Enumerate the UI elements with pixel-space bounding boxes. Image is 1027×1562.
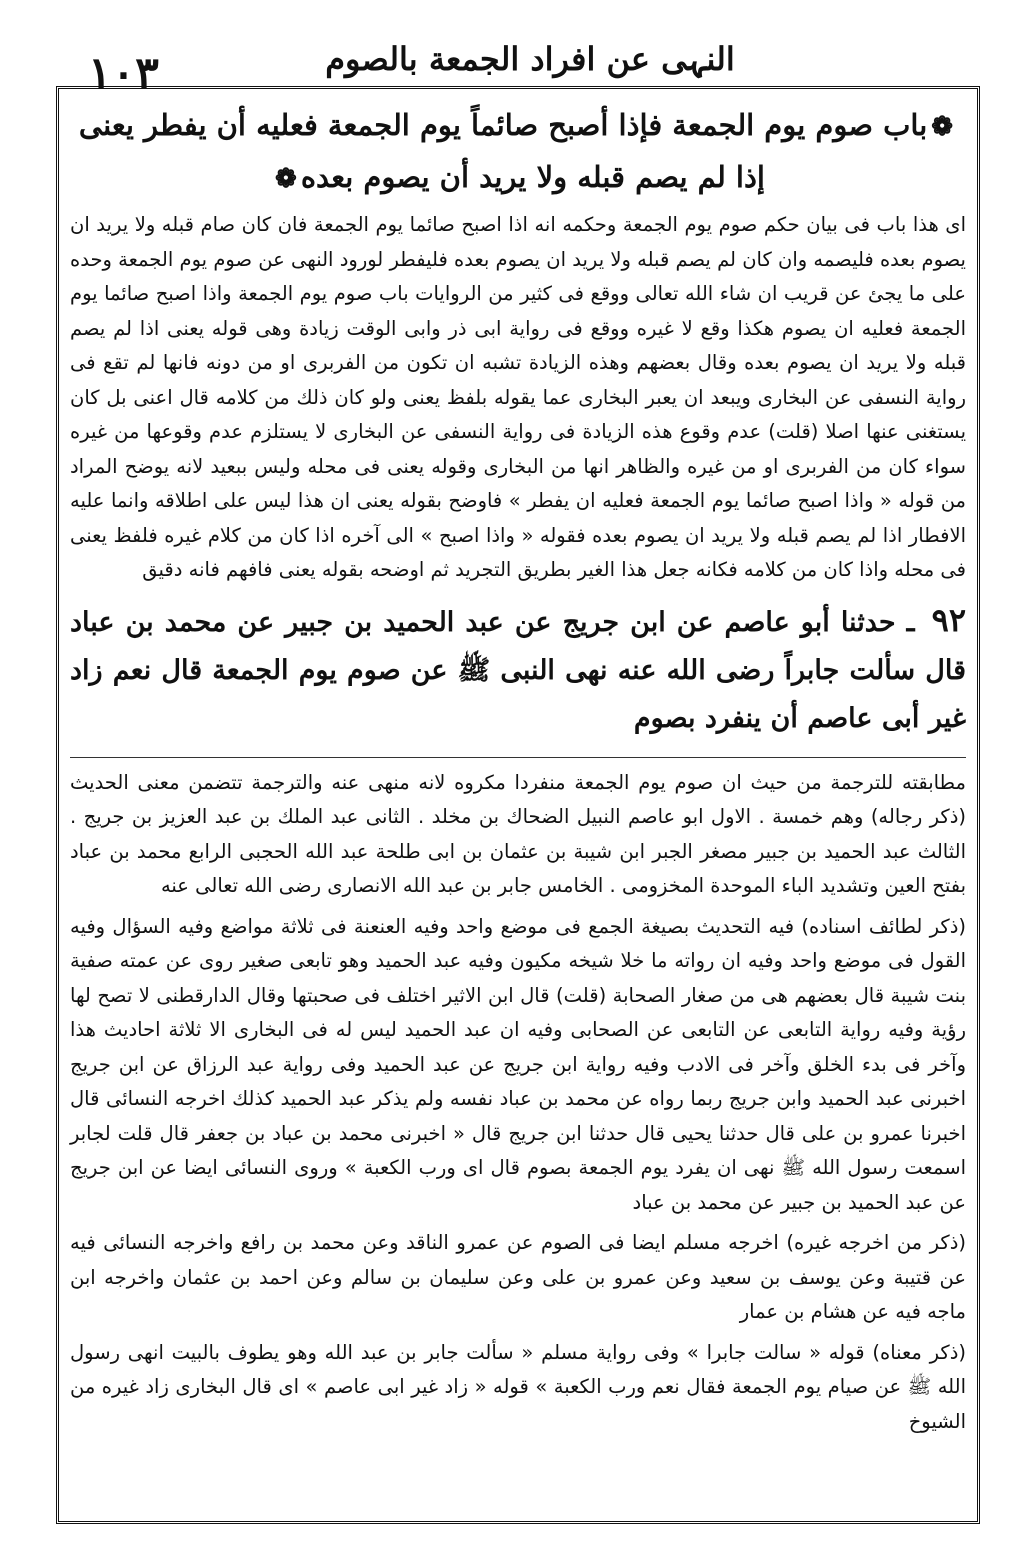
hadith-number: ٩٢: [931, 600, 967, 639]
takhrij-paragraph: (ذكر من اخرجه غيره) اخرجه مسلم ايضا فى الصوم عن عمرو الناقد وعن محمد بن رافع واخرجه النسائى فيه عن قتيبة وعن يوسف بن سعيد وعن عمرو بن على وعن سليمان بن سالم وعن احمد بن عثمان واخرجه ابن ماجه فيه عن هشام بن عمار: [70, 1231, 966, 1323]
running-title: النہی عن افراد الجمعة بالصوم: [325, 40, 735, 78]
hadith-block: [70, 596, 966, 743]
commentary-paragraph: اى هذا باب فى بيان حكم صوم يوم الجمعة وحكمه انه اذا اصبح صائما يوم الجمعة فان كان صام قبله ولا يريد ان يصوم بعده فليصمه وان كان لم يصم قبله ولا يريد ان يصوم بعده فليفطر لورود النهى عن صوم يوم الجمعة وحده على ما يجئ عن قريب ان شاء الله تعالى ووقع فى كثير من الروايات باب صوم يوم الجمعة واذا اصبح صائما يوم الجمعة فعليه ان يصوم هكذا وقع لا غيره ووقع فى رواية ابى ذر وابى الوقت زيادة وهى قوله يعنى اذا لم يصم قبله ولا يريد ان يصوم بعده وقال بعضهم وهذه الزيادة تشبه ان تكون من الفربرى او من دونه فانها لم تقع فى رواية النسفى عن البخارى ويبعد ان يعبر البخارى عما يقوله بلفظ يعنى ولو كان ذلك من كلامه قال اعنى بل كان يستغنى عنها اصلا (قلت) عدم وقوع هذه الزيادة فى رواية النسفى عن البخارى لا يستلزم عدم وقوعها من غيره سواء كان من الفربرى او من غيره والظاهر انها من البخارى وقوله يعنى فى محله وليس ببعيد لانه يوضح المراد من قوله « واذا اصبح صائما يوم الجمعة فعليه ان يفطر » فاوضح بقوله يعنى ان هذا ليس على اطلاقه وانما عليه الافطار اذا لم يصم قبله ولا يريد ان يصوم بعده فقوله « واذا اصبح » الى آخره اذا كان من كلام غيره فلفظ يعنى فى محله واذا كان من كلامه فكانه جعل هذا الغير بطريق التجريد ثم اوضحه بقوله يعنى فافهم فانه دقيق: [70, 213, 966, 581]
page-number: ١٠٣: [88, 48, 159, 99]
mutabaqa-paragraph: مطابقته للترجمة من حيث ان صوم يوم الجمعة منفردا مكروه لانه منهى عنه والترجمة تتضمن معنى الحديث (ذكر رجاله) وهم خمسة . الاول ابو عاصم النبيل الضحاك بن مخلد . الثانى عبد الملك بن عبد العزيز بن جريج . الثالث عبد الحميد بن جبير مصغر الجبر ابن شيبة بن عثمان بن ابى طلحة عبد الله الحجبى الرابع محمد بن عباد بفتح العين وتشديد الباء الموحدة المخزومى . الخامس جابر بن عبد الله الانصارى رضى الله تعالى عنه: [70, 770, 966, 897]
maana-paragraph: (ذكر معناه) قوله « سالت جابرا » وفى رواية مسلم « سألت جابر بن عبد الله وهو يطوف بالبيت انهى رسول الله ﷺ عن صيام يوم الجمعة فقال نعم ورب الكعبة » قوله « زاد غير ابى عاصم » اى قال البخارى زاد غيره من الشيوخ: [70, 1340, 966, 1433]
hadith-text: حدثنا أبو عاصم عن ابن جريج عن عبد الحميد بن جبير عن محمد بن عباد قال سألت جابراً رضى الله عنه نهى النبى ﷺ عن صوم يوم الجمعة قال نعم زاد غير أبى عاصم أن ينفرد بصوم: [70, 606, 966, 734]
chapter-heading: [70, 100, 966, 204]
divider: [70, 757, 966, 758]
hadith-separator: ـ: [895, 606, 915, 638]
chapter-heading-text: باب صوم يوم الجمعة فإذا أصبح صائماً يوم الجمعة فعليه أن يفطر يعنى إذا لم يصم قبله ولا يريد أن يصوم بعده: [78, 108, 928, 194]
ornament-left-icon: ❁: [275, 164, 297, 194]
page-content: [70, 100, 966, 1439]
ornament-right-icon: ❁: [931, 112, 954, 142]
lataif-paragraph: (ذكر لطائف اسناده) فيه التحديث بصيغة الجمع فى موضع واحد وفيه العنعنة فى ثلاثة مواضع وفيه السؤال وفيه القول فى موضع واحد وفيه ان رواته ما خلا شيخه مكيون وفيه عبد الحميد وهو تابعى صغير روى عن عمته صفية بنت شيبة قال بعضهم هى من صغار الصحابة (قلت) قال ابن الاثير اختلف فى صحبتها وقال الدارقطنى لا تصح لها رؤية وفيه رواية التابعى عن التابعى عن الصحابى وفيه ان عبد الحميد ليس له فى البخارى الا ثلاثة احاديث هذا وآخر فى بدء الخلق وآخر فى الادب وفيه رواية ابن جريج عن عبد الحميد وفى رواية عبد الرزاق عن ابن جريج اخبرنى عبد الحميد وابن جريج ربما رواه عن محمد بن عباد نفسه ولم يذكر عبد الحميد كذلك اخرجه النسائى قال اخبرنا عمرو بن على قال حدثنا يحيى قال حدثنا ابن جريج قال « اخبرنى محمد بن عباد بن جعفر قال قلت لجابر اسمعت رسول الله ﷺ نهى ان يفرد يوم الجمعة بصوم قال اى ورب الكعبة » وروى النسائى ايضا عن ابن جريج عن عبد الحميد بن جبير عن محمد بن عباد: [70, 914, 966, 1214]
